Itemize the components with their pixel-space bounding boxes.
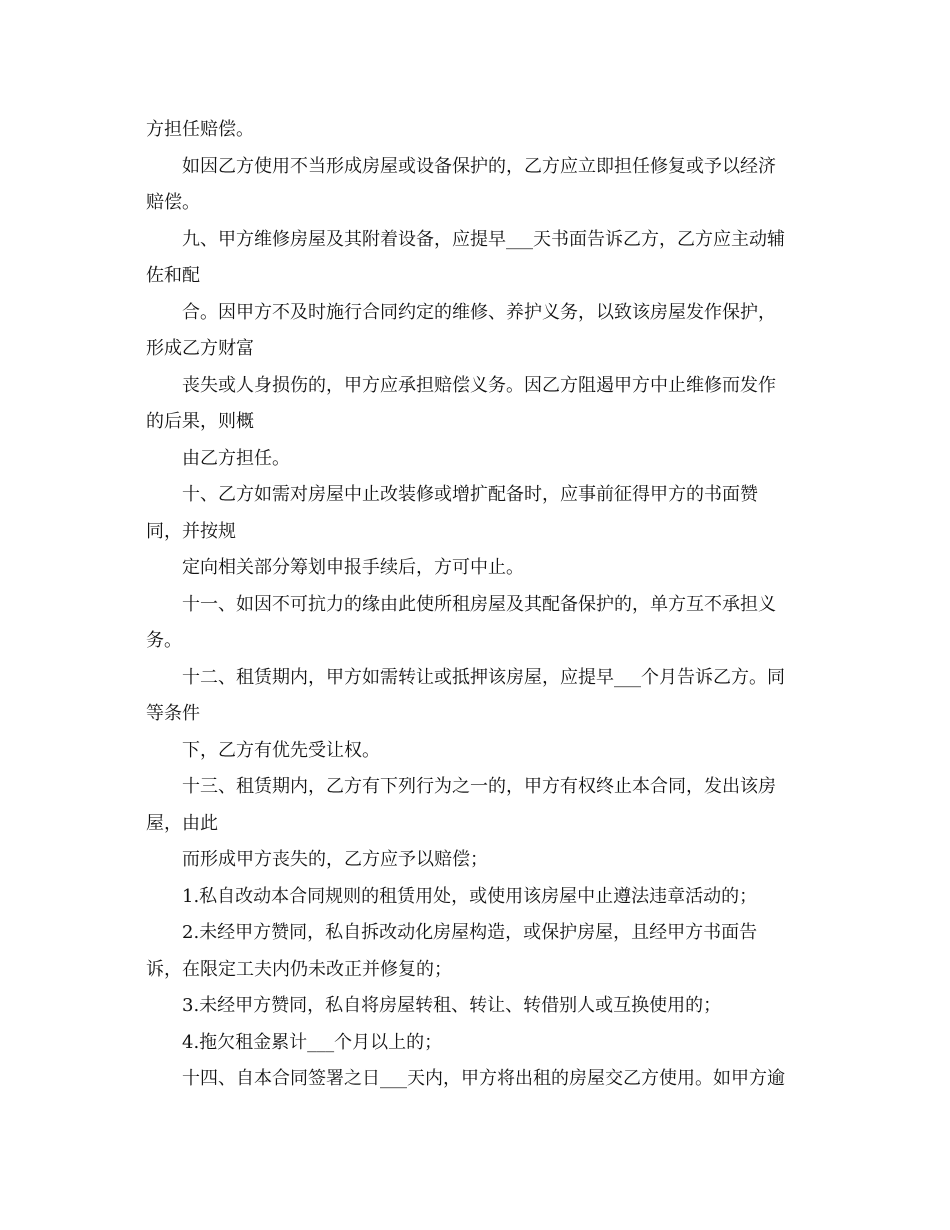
- text-line: 下，乙方有优先受让权。: [182, 739, 380, 761]
- text-line: 定向相关部分筹划申报手续后，方可中止。: [182, 557, 524, 578]
- text-line: 同，并按规: [146, 520, 236, 542]
- text-line: 等条件: [146, 703, 200, 724]
- text-line: 由乙方担任。: [182, 447, 290, 469]
- contract-text-body: [146, 112, 810, 1098]
- text-line: 十二、租赁期内，甲方如需转让或抵押该房屋，应提早___个月告诉乙方。同: [182, 666, 785, 688]
- text-line: 而形成甲方丧失的，乙方应予以赔偿；: [182, 849, 488, 870]
- text-line: 1.私自改动本合同规则的租赁用处，或使用该房屋中止遵法违章活动的；: [182, 885, 758, 907]
- text-line: 形成乙方财富: [146, 338, 254, 359]
- text-line: 如因乙方使用不当形成房屋或设备保护的，乙方应立即担任修复或予以经济: [182, 155, 776, 177]
- text-line: 3.未经甲方赞同，私自将房屋转租、转让、转借别人或互换使用的；: [182, 995, 722, 1016]
- text-line: 十一、如因不可抗力的缘由此使所租房屋及其配备保护的，单方互不承担义: [182, 593, 776, 615]
- text-line: 的后果，则概: [146, 411, 254, 432]
- text-line: 合。因甲方不及时施行合同约定的维修、养护义务，以致该房屋发作保护，: [182, 301, 776, 323]
- text-line: 十三、租赁期内，乙方有下列行为之一的，甲方有权终止本合同，发出该房: [182, 776, 776, 797]
- text-line: 务。: [146, 630, 182, 651]
- text-line: 诉，在限定工夫内仍未改正并修复的；: [146, 958, 452, 980]
- text-line: 丧失或人身损伤的，甲方应承担赔偿义务。因乙方阻遏甲方中止维修而发作: [182, 374, 776, 396]
- text-line: 赔偿。: [146, 192, 200, 213]
- text-line: 屋，由此: [146, 812, 218, 834]
- text-line: 4.拖欠租金累计___个月以上的；: [182, 1031, 443, 1053]
- text-line: 十四、自本合同签署之日___天内，甲方将出租的房屋交乙方使用。如甲方逾: [182, 1068, 785, 1089]
- text-line: 九、甲方维修房屋及其附着设备，应提早___天书面告诉乙方，乙方应主动辅: [182, 228, 785, 250]
- text-line: 佐和配: [146, 265, 200, 286]
- text-line: 方担任赔偿。: [146, 119, 254, 140]
- text-line: 2.未经甲方赞同，私自拆改动化房屋构造，或保护房屋，且经甲方书面告: [182, 922, 758, 943]
- text-line: 十、乙方如需对房屋中止改装修或增扩配备时，应事前征得甲方的书面赞: [182, 484, 758, 505]
